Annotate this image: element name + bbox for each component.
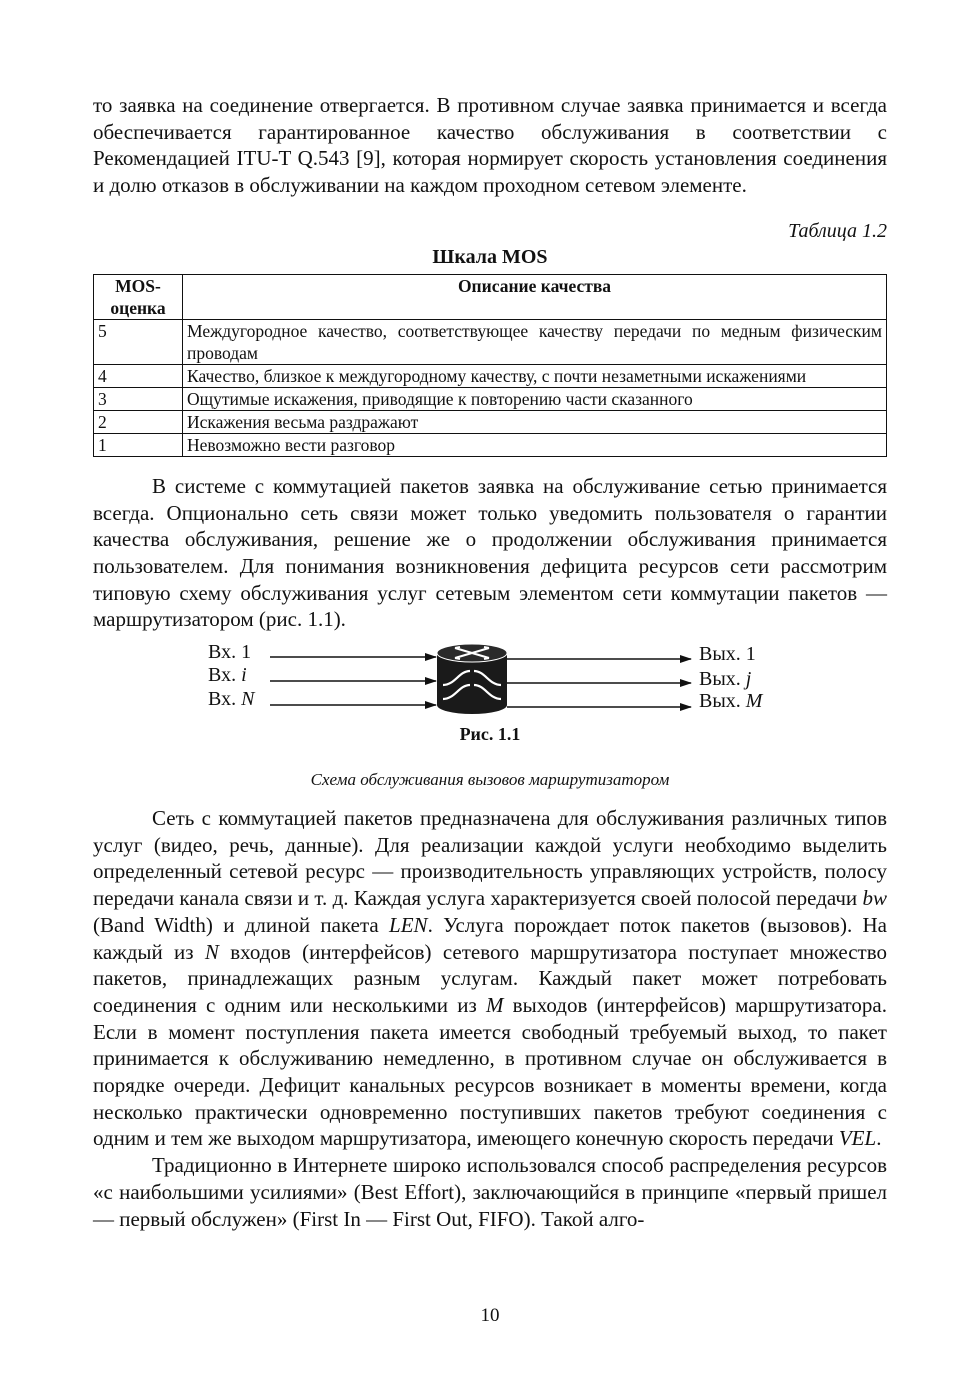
paragraph-best-effort: Традиционно в Интернете широко использовался способ распределения ресурсов «с наибольшими усилиями» (Best Effort), заключающийся в принципе «первый пришел — первый обслужен» (First In — First Out, FIFO). Такой алго- bbox=[93, 1153, 887, 1231]
table-row bbox=[94, 387, 887, 410]
header-quality-description: Описание качества bbox=[183, 274, 887, 319]
mos-score-cell: 4 bbox=[94, 364, 183, 387]
input-label-i: Вх. i bbox=[208, 664, 247, 687]
table-row bbox=[94, 319, 887, 364]
page-content bbox=[93, 92, 887, 1232]
table-row bbox=[94, 364, 887, 387]
output-arrows bbox=[507, 659, 691, 707]
figure-caption: Рис. 1.1 bbox=[459, 724, 521, 745]
router-icon bbox=[437, 644, 507, 714]
mos-score-cell: 5 bbox=[94, 319, 183, 364]
output-label-j: Вых. j bbox=[699, 668, 752, 691]
mos-score-cell: 2 bbox=[94, 410, 183, 433]
input-label-n: Вх. N bbox=[208, 688, 255, 711]
mos-table bbox=[93, 274, 887, 457]
quality-description-cell: Ощутимые искажения, приводящие к повторению части сказанного bbox=[183, 387, 887, 410]
paragraph-packet-switching: В системе с коммутацией пакетов заявка на обслуживание сетью принимается всегда. Опционально сеть связи может только уведомить пользователя о гарантии качества обслуживания, решение же о продолжении обслуживания принимается пользователем. Для понимания возникновения дефицита ресурсов сети рассмотрим типовую схему обслуживания услуг сетевым элементом сети коммутации пакетов — маршрутизатором (рис. 1.1). bbox=[93, 473, 887, 632]
table-title: Шкала MOS bbox=[432, 245, 548, 268]
output-label-m: Вых. M bbox=[699, 690, 763, 713]
paragraph-services: Сеть с коммутацией пакетов предназначена для обслуживания различных типов услуг (видео, речь, данные). Для реализации каждой услуги необходимо выделить определенный сетевой ресурс — производительность управляющих устройств, полосу передачи канала связи и т. д. Каждая услуга характеризуется своей полосой передачи bw (Band Width) и длиной пакета LEN. Услуга порождает поток пакетов (вызовов). На каждый из N входов (интерфейсов) сетевого маршрутизатора поступает множество пакетов, принадлежащих разным услугам. Каждый пакет может потребовать соединения с одним или несколькими из M выходов (интерфейсов) маршрутизатора. Если в момент поступления пакета имеется свободный требуемый выход, то пакет принимается к обслуживанию немедленно, в противном случае он обслуживается в порядке очереди. Дефицит канальных ресурсов возникает в моменты времени, когда несколько практически одновременно поступивших пакетов требуют соединения с одним и тем же выходом маршрутизатора, имеющего конечную скорость передачи VEL. bbox=[93, 806, 888, 1151]
quality-description-cell: Невозможно вести разговор bbox=[183, 433, 887, 456]
paragraph-intro: то заявка на соединение отвергается. В противном случае заявка принимается и всегда обеспечивается гарантированное качество обслуживания в соответствии с Рекомендацией ITU-T Q.543 [9], которая нормирует скорость установления соединения и долю отказов в обслуживании на каждом проходном сетевом элементе. bbox=[93, 93, 887, 198]
quality-description-cell: Междугородное качество, соответствующее качеству передачи по медным физическим проводам bbox=[183, 319, 887, 364]
table-header-row bbox=[94, 274, 887, 319]
quality-description-cell: Искажения весьма раздражают bbox=[183, 410, 887, 433]
mos-score-cell: 1 bbox=[94, 433, 183, 456]
page-number: 10 bbox=[480, 1305, 500, 1326]
input-label-1: Вх. 1 bbox=[208, 641, 252, 664]
table-number: Таблица 1.2 bbox=[788, 219, 887, 242]
router-schematic bbox=[93, 639, 887, 719]
output-label-1: Вых. 1 bbox=[699, 643, 756, 666]
input-arrows bbox=[270, 657, 436, 705]
router-diagram bbox=[93, 639, 887, 769]
header-mos-score: MOS-оценка bbox=[94, 274, 183, 319]
table-row bbox=[94, 410, 887, 433]
mos-score-cell: 3 bbox=[94, 387, 183, 410]
quality-description-cell: Качество, близкое к междугородному качеству, с почти незаметными искажениями bbox=[183, 364, 887, 387]
figure-subtitle: Схема обслуживания вызовов маршрутизатором bbox=[310, 770, 670, 790]
table-row bbox=[94, 433, 887, 456]
